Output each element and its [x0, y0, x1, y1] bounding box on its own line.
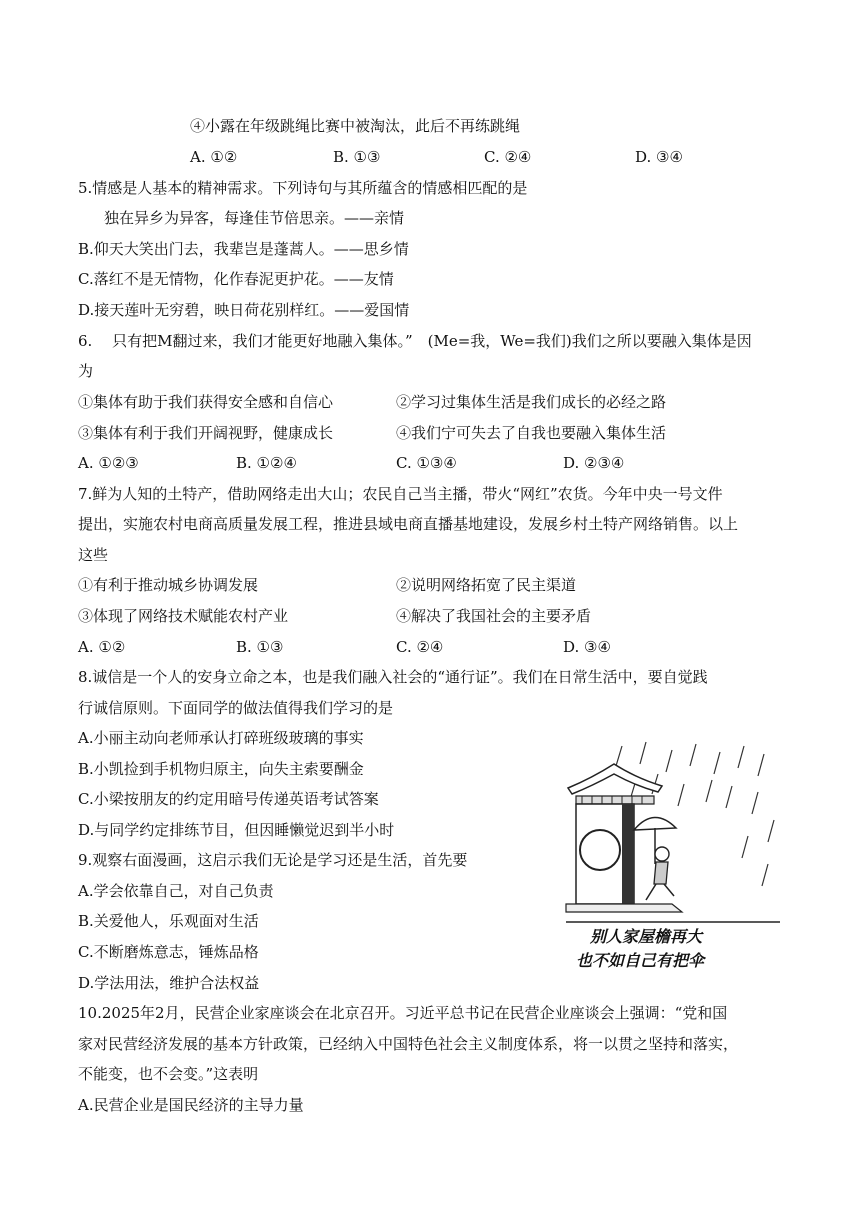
q6-option-d[interactable]: D. ②③④ — [563, 454, 625, 472]
question-7-stem: 7.鲜为人知的土特产，借助网络走出大山；农民自己当主播，带火“网红”农货。今年中央一号文件 — [78, 485, 723, 503]
question-6-stem-cont: 为 — [78, 362, 94, 380]
q9-option-c[interactable]: C.不断磨炼意志，锤炼品格 — [78, 943, 259, 961]
q7-statement-2: ②说明网络拓宽了民主渠道 — [396, 576, 577, 594]
q6-option-a[interactable]: A. ①②③ — [78, 454, 139, 472]
q8-option-c[interactable]: C.小梁按朋友的约定用暗号传递英语考试答案 — [78, 790, 379, 808]
cartoon-caption-line1: 别人家屋檐再大 — [590, 927, 703, 946]
question-7-stem-cont: 提出，实施农村电商高质量发展工程，推进县域电商直播基地建设，发展乡村土特产网络销售。以上 — [78, 515, 739, 533]
q6-option-b[interactable]: B. ①②④ — [236, 454, 297, 472]
option-a[interactable]: A. ①② — [190, 148, 238, 166]
q8-option-d[interactable]: D.与同学约定排练节目，但因睡懒觉迟到半小时 — [78, 821, 395, 839]
question-10-stem-cont: 家对民营经济发展的基本方针政策，已经纳入中国特色社会主义制度体系，将一以贯之坚持和落实， — [78, 1035, 739, 1053]
q9-option-b[interactable]: B.关爱他人，乐观面对生活 — [78, 912, 259, 930]
q6-statement-2: ②学习过集体生活是我们成长的必经之路 — [396, 393, 667, 411]
q7-option-d[interactable]: D. ③④ — [563, 638, 611, 656]
question-10-stem: 10.2025年2月，民营企业家座谈会在北京召开。习近平总书记在民营企业座谈会上强调：“党和国 — [78, 1004, 728, 1022]
q6-statement-4: ④我们宁可失去了自我也要融入集体生活 — [396, 424, 667, 442]
q10-option-a[interactable]: A.民营企业是国民经济的主导力量 — [78, 1096, 304, 1114]
cartoon-illustration — [562, 740, 784, 974]
q6-option-c[interactable]: C. ①③④ — [396, 454, 457, 472]
question-7-stem-end: 这些 — [78, 546, 109, 564]
q7-option-a[interactable]: A. ①② — [78, 638, 126, 656]
rain-lines — [616, 742, 774, 886]
q9-option-d[interactable]: D.学法用法，维护合法权益 — [78, 974, 260, 992]
cartoon-caption-line2: 也不如自己有把伞 — [576, 951, 705, 970]
question-6-stem: 6. 只有把M翻过来，我们才能更好地融入集体。” (Me=我，We=我们)我们之所以要融入集体是因 — [78, 332, 752, 350]
question-9-stem: 9.观察右面漫画，这启示我们无论是学习还是生活，首先要 — [78, 851, 468, 869]
q6-statement-3: ③集体有利于我们开阔视野，健康成长 — [78, 424, 334, 442]
question-10-stem-end: 不能变，也不会变。”这表明 — [78, 1065, 259, 1083]
pavilion — [566, 764, 682, 912]
option-d[interactable]: D. ③④ — [635, 148, 683, 166]
q5-option-b[interactable]: B.仰天大笑出门去，我辈岂是蓬蒿人。——思乡情 — [78, 240, 409, 258]
q7-statement-4: ④解决了我国社会的主要矛盾 — [396, 607, 592, 625]
q5-option-d[interactable]: D.接天莲叶无穷碧，映日荷花别样红。——爱国情 — [78, 301, 410, 319]
q7-option-b[interactable]: B. ①③ — [236, 638, 284, 656]
q7-option-c[interactable]: C. ②④ — [396, 638, 444, 656]
option-c[interactable]: C. ②④ — [484, 148, 532, 166]
question-8-stem-cont: 行诚信原则。下面同学的做法值得我们学习的是 — [78, 699, 394, 717]
q7-statement-1: ①有利于推动城乡协调发展 — [78, 576, 259, 594]
q7-statement-3: ③体现了网络技术赋能农村产业 — [78, 607, 289, 625]
question-8-stem: 8.诚信是一个人的安身立命之本，也是我们融入社会的“通行证”。我们在日常生活中，要自觉践 — [78, 668, 708, 686]
q6-statement-1: ①集体有助于我们获得安全感和自信心 — [78, 393, 334, 411]
person-with-umbrella — [634, 817, 676, 900]
option-b[interactable]: B. ①③ — [333, 148, 381, 166]
statement-4: ④小露在年级跳绳比赛中被淘汰，此后不再练跳绳 — [190, 117, 521, 135]
q9-option-a[interactable]: A.学会依靠自己，对自己负责 — [78, 882, 274, 900]
q5-option-c[interactable]: C.落红不是无情物，化作春泥更护花。——友情 — [78, 270, 394, 288]
q8-option-a[interactable]: A.小丽主动向老师承认打碎班级玻璃的事实 — [78, 729, 364, 747]
q5-option-a[interactable]: 独在异乡为异客，每逢佳节倍思亲。——亲情 — [104, 209, 405, 227]
question-5-stem: 5.情感是人基本的精神需求。下列诗句与其所蕴含的情感相匹配的是 — [78, 179, 528, 197]
q8-option-b[interactable]: B.小凯捡到手机物归原主，向失主索要酬金 — [78, 760, 364, 778]
